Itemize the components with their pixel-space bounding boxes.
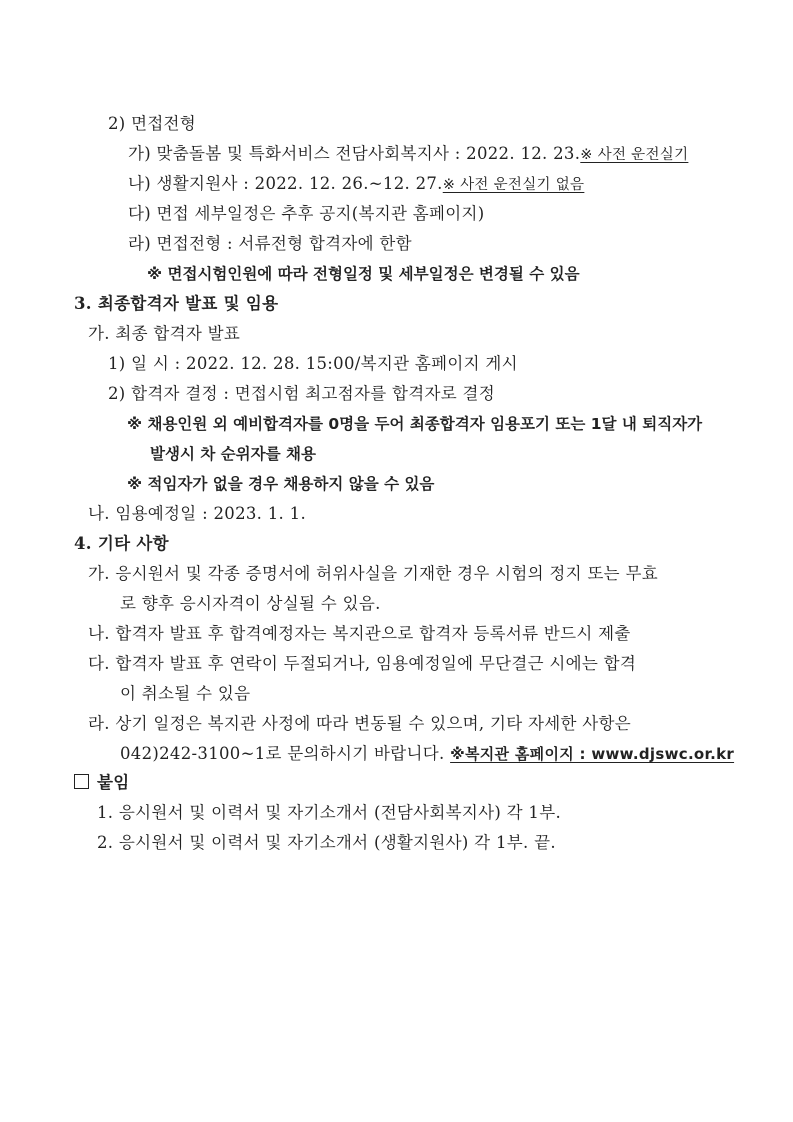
homepage-link[interactable]: ※복지관 홈페이지 : www.djswc.or.kr xyxy=(450,745,735,763)
interview-item-na xyxy=(128,173,584,196)
appointment-date: 나. 임용예정일 : 2023. 1. 1. xyxy=(88,504,306,523)
other-ga-line2: 로 향후 응시자격이 상실될 수 있음. xyxy=(120,594,381,613)
interview-item-ga xyxy=(128,143,688,166)
attachment-item: 1. 응시원서 및 이력서 및 자기소개서 (전담사회복지사) 각 1부. xyxy=(97,803,562,822)
interview-item-ra: 라) 면접전형 : 서류전형 합격자에 한함 xyxy=(128,234,412,253)
interview-item-ga-note: ※ 사전 운전실기 xyxy=(580,147,689,163)
section-3-heading: 3. 최종합격자 발표 및 임용 xyxy=(74,294,279,313)
other-ra-line1: 라. 상기 일정은 복지관 사정에 따라 변동될 수 있으며, 기타 자세한 사항은 xyxy=(88,714,632,733)
other-ga-line1: 가. 응시원서 및 각종 증명서에 허위사실을 기재한 경우 시험의 정지 또는 무효 xyxy=(88,564,658,583)
final-announcement-heading: 가. 최종 합격자 발표 xyxy=(88,324,241,343)
interview-item-ga-text: 가) 맞춤돌봄 및 특화서비스 전담사회복지사 : 2022. 12. 23. xyxy=(128,144,581,163)
attachments-heading xyxy=(74,772,129,794)
contact-text: 042)242-3100~1로 문의하시기 바랍니다. xyxy=(120,744,445,763)
pass-decision: 2) 합격자 결정 : 면접시험 최고점자를 합격자로 결정 xyxy=(108,384,495,403)
interview-notice: ※ 면접시험인원에 따라 전형일정 및 세부일정은 변경될 수 있음 xyxy=(147,265,580,283)
attachments-title: 붙임 xyxy=(97,773,130,792)
section-4-heading: 4. 기타 사항 xyxy=(74,534,169,553)
interview-item-na-note: ※ 사전 운전실기 없음 xyxy=(442,177,585,193)
reserve-notice-line1: ※ 채용인원 외 예비합격자를 0명을 두어 최종합격자 임용포기 또는 1달 내 퇴직자가 xyxy=(127,415,703,433)
no-hire-notice: ※ 적임자가 없을 경우 채용하지 않을 수 있음 xyxy=(127,475,435,493)
interview-item-na-text: 나) 생활지원사 : 2022. 12. 26.~12. 27. xyxy=(128,174,443,193)
other-da-line2: 이 취소될 수 있음 xyxy=(120,684,251,703)
other-ra-line2 xyxy=(120,743,734,765)
checkbox-square-icon xyxy=(74,774,89,789)
other-da-line1: 다. 합격자 발표 후 연락이 두절되거나, 임용예정일에 무단결근 시에는 합격 xyxy=(88,654,637,673)
reserve-notice-line2: 발생시 차 순위자를 채용 xyxy=(150,445,316,463)
attachment-item: 2. 응시원서 및 이력서 및 자기소개서 (생활지원사) 각 1부. 끝. xyxy=(97,833,556,852)
announcement-datetime: 1) 일 시 : 2022. 12. 28. 15:00/복지관 홈페이지 게시 xyxy=(108,354,518,373)
interview-heading: 2) 면접전형 xyxy=(108,114,197,133)
other-na: 나. 합격자 발표 후 합격예정자는 복지관으로 합격자 등록서류 반드시 제출 xyxy=(88,624,631,643)
interview-item-da: 다) 면접 세부일정은 추후 공지(복지관 홈페이지) xyxy=(128,204,485,223)
